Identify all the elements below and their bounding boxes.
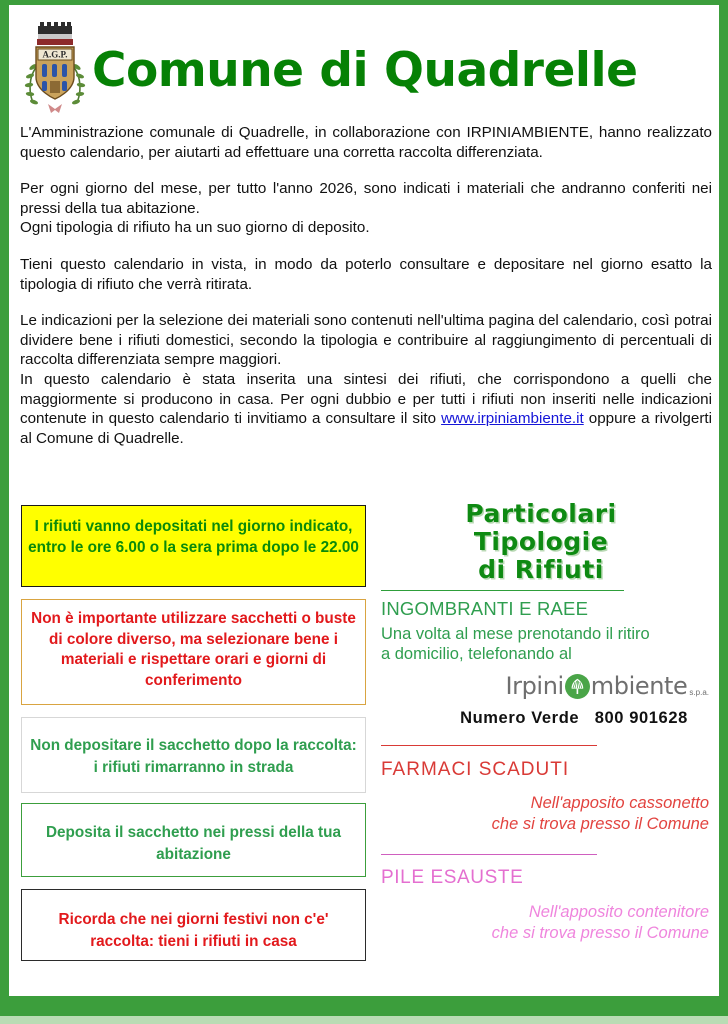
irpiniambiente-website-link[interactable]: www.irpiniambiente.it <box>441 410 584 428</box>
rule-box-pressi-abitazione: Deposita il sacchetto nei pressi della tua abitazione <box>21 803 366 877</box>
section-pile-body-line-1: Nell'apposito contenitore <box>528 903 709 921</box>
section-farmaci-body-line-1: Nell'apposito cassonetto <box>530 794 709 812</box>
section-ingombranti <box>381 598 715 728</box>
divider-red <box>381 745 597 746</box>
special-waste-heading-line-1: Particolari <box>465 499 617 528</box>
page-title: Comune di Quadrelle <box>92 43 638 98</box>
page-content <box>9 5 719 996</box>
section-farmaci-body-line-2: che si trova presso il Comune <box>491 815 709 833</box>
rule-box-dopo-raccolta: Non depositare il sacchetto dopo la raccolta: i rifiuti rimarranno in strada <box>21 717 366 793</box>
crest-motto: A.G.P. <box>42 49 68 60</box>
numero-verde-value: 800 901628 <box>594 709 688 727</box>
intro-paragraph-6-before: In questo calendario è stata inserita una sintesi dei rifiuti, che corrispondono a quelli che maggiormente si producono in casa. Per ogni dubbio e per tutti i rifiuti non inseriti nelle indicazioni contenute in questo calendario ti invitiamo a consultare il sito <box>20 370 712 428</box>
rules-column <box>21 505 366 961</box>
intro-text <box>20 123 712 465</box>
section-ingombranti-body-line-2: a domicilio, telefonando al <box>381 645 572 663</box>
special-waste-column <box>381 500 715 944</box>
page-border-right <box>719 0 728 1018</box>
intro-paragraph-1: L'Amministrazione comunale di Quadrelle, in collaborazione con IRPINIAMBIENTE, hanno realizzato questo calendario, per aiutarti ad effettuare una corretta raccolta differenziata. <box>20 124 712 161</box>
section-farmaci-body <box>381 793 715 835</box>
page-border-bottom <box>0 996 728 1016</box>
intro-paragraph-5: Le indicazioni per la selezione dei materiali sono contenuti nell'ultima pagina del calendario, così potrai dividere bene i rifiuti domestici, secondo la tipologia e contribuire al raggiungimento di percentuali di raccolta differenziata sempre maggiori. <box>20 312 712 369</box>
rule-box-giorni-festivi: Ricorda che nei giorni festivi non c'e' raccolta: tieni i rifiuti in casa <box>21 889 366 961</box>
page-header <box>9 5 719 117</box>
section-farmaci-title: FARMACI SCADUTI <box>381 759 570 780</box>
logo-spa-suffix: s.p.a. <box>689 688 709 697</box>
numero-verde-label: Numero Verde <box>460 709 580 727</box>
rule-box-orari-deposito: I rifiuti vanno depositati nel giorno indicato, entro le ore 6.00 o la sera prima dopo le 22.00 <box>21 505 366 587</box>
section-pile <box>381 867 715 944</box>
special-waste-heading-line-3: di Rifiuti <box>478 555 604 584</box>
page-border-bottom-accent <box>0 1016 728 1024</box>
intro-paragraph-6 <box>20 370 712 448</box>
numero-verde <box>381 709 715 728</box>
divider-pink <box>381 854 597 855</box>
section-pile-body-line-2: che si trova presso il Comune <box>491 924 709 942</box>
section-pile-body <box>381 902 715 944</box>
tree-icon <box>565 674 590 699</box>
intro-paragraph-6-after: oppure a rivolgerti al Comune di Quadrelle. <box>20 410 712 447</box>
intro-paragraph-2: Per ogni giorno del mese, per tutto l'anno 2026, sono indicati i materiali che andranno conferiti nei pressi della tua abitazione. <box>20 180 712 217</box>
divider-green <box>381 590 624 591</box>
irpiniambiente-logo <box>381 672 715 700</box>
section-ingombranti-body-line-1: Una volta al mese prenotando il ritiro <box>381 625 650 643</box>
section-ingombranti-body <box>381 624 715 664</box>
special-waste-heading-line-2: Tipologie <box>473 527 609 556</box>
special-waste-heading <box>381 500 715 584</box>
section-farmaci <box>381 759 715 835</box>
coat-of-arms-icon <box>20 21 90 117</box>
rule-box-sacchetti-colore: Non è importante utilizzare sacchetti o buste di colore diverso, ma selezionare bene i materiali e rispettare orari e giorni di conferimento <box>21 599 366 705</box>
intro-paragraph-3: Ogni tipologia di rifiuto ha un suo giorno di deposito. <box>20 219 370 237</box>
logo-word-irpini: Irpini <box>505 672 564 700</box>
page-border-left <box>0 0 9 1018</box>
intro-paragraph-4: Tieni questo calendario in vista, in modo da poterlo consultare e depositare nel giorno esatto la tipologia di rifiuto che verrà ritirata. <box>20 255 712 293</box>
section-ingombranti-title: INGOMBRANTI E RAEE <box>381 598 589 619</box>
logo-word-mbiente: mbiente <box>590 672 688 700</box>
section-pile-title: PILE ESAUSTE <box>381 867 524 888</box>
